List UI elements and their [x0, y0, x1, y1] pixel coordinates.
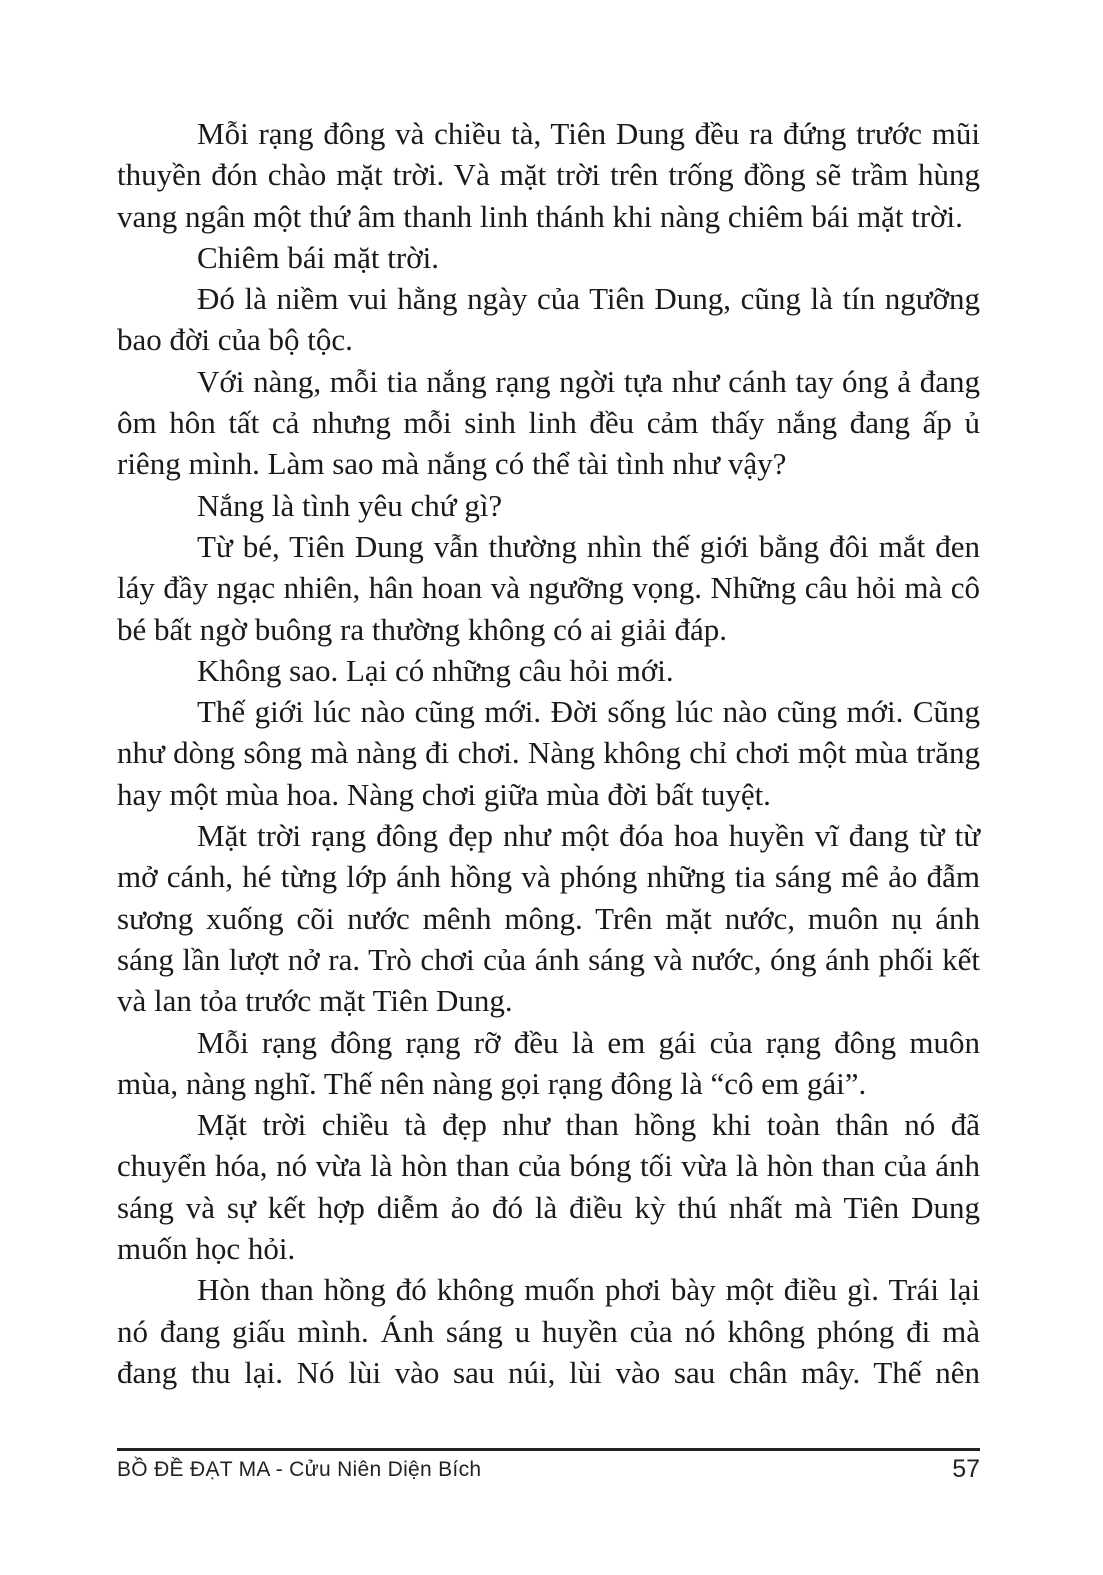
paragraph: Mặt trời rạng đông đẹp như một đóa hoa huyền vĩ đang từ từ mở cánh, hé từng lớp ánh hồng và phóng những tia sáng mê ảo đẫm sương xuống cõi nước mênh mông. Trên mặt nước, muôn nụ ánh sáng lần lượt nở ra. Trò chơi của ánh sáng và nước, óng ánh phối kết và lan tỏa trước mặt Tiên Dung. — [117, 818, 980, 1019]
footer-divider — [117, 1448, 980, 1451]
paragraph: Chiêm bái mặt trời. — [197, 239, 439, 275]
footer-book-title: BỒ ĐỀ ĐẠT MA - Cửu Niên Diện Bích — [117, 1458, 482, 1481]
paragraph: Với nàng, mỗi tia nắng rạng ngời tựa như cánh tay óng ả đang ôm hôn tất cả nhưng mỗi sinh linh đều cảm thấy nắng đang ấp ủ riêng mình. Làm sao mà nắng có thể tài tình như vậy? — [117, 363, 980, 482]
paragraph: Từ bé, Tiên Dung vẫn thường nhìn thế giới bằng đôi mắt đen láy đầy ngạc nhiên, hân hoan và ngưỡng vọng. Những câu hỏi mà cô bé bất ngờ buông ra thường không có ai giải đáp. — [117, 528, 980, 647]
page-number: 57 — [952, 1455, 980, 1483]
paragraph: Đó là niềm vui hằng ngày của Tiên Dung, cũng là tín ngưỡng bao đời của bộ tộc. — [117, 281, 980, 358]
paragraph: Nắng là tình yêu chứ gì? — [197, 487, 503, 523]
body-text — [117, 113, 980, 1393]
paragraph: Mỗi rạng đông rạng rỡ đều là em gái của rạng đông muôn mùa, nàng nghĩ. Thế nên nàng gọi rạng đông là “cô em gái”. — [117, 1024, 980, 1101]
paragraph: Mỗi rạng đông và chiều tà, Tiên Dung đều ra đứng trước mũi thuyền đón chào mặt trời. Và mặt trời trên trống đồng sẽ trầm hùng vang ngân một thứ âm thanh linh thánh khi nàng chiêm bái mặt trời. — [117, 116, 980, 234]
paragraph: Mặt trời chiều tà đẹp như than hồng khi toàn thân nó đã chuyển hóa, nó vừa là hòn than của bóng tối vừa là hòn than của ánh sáng và sự kết hợp diễm ảo đó là điều kỳ thú nhất mà Tiên Dung muốn học hỏi. — [117, 1107, 980, 1267]
paragraph: Không sao. Lại có những câu hỏi mới. — [197, 652, 674, 688]
paragraph: Hòn than hồng đó không muốn phơi bày một điều gì. Trái lại nó đang giấu mình. Ánh sáng u huyền của nó không phóng đi mà đang thu lại. Nó lùi vào sau núi, lùi vào sau chân mây. Thế nên — [117, 1272, 980, 1390]
paragraph: Thế giới lúc nào cũng mới. Đời sống lúc nào cũng mới. Cũng như dòng sông mà nàng đi chơi. Nàng không chỉ chơi một mùa trăng hay một mùa hoa. Nàng chơi giữa mùa đời bất tuyệt. — [117, 694, 980, 812]
